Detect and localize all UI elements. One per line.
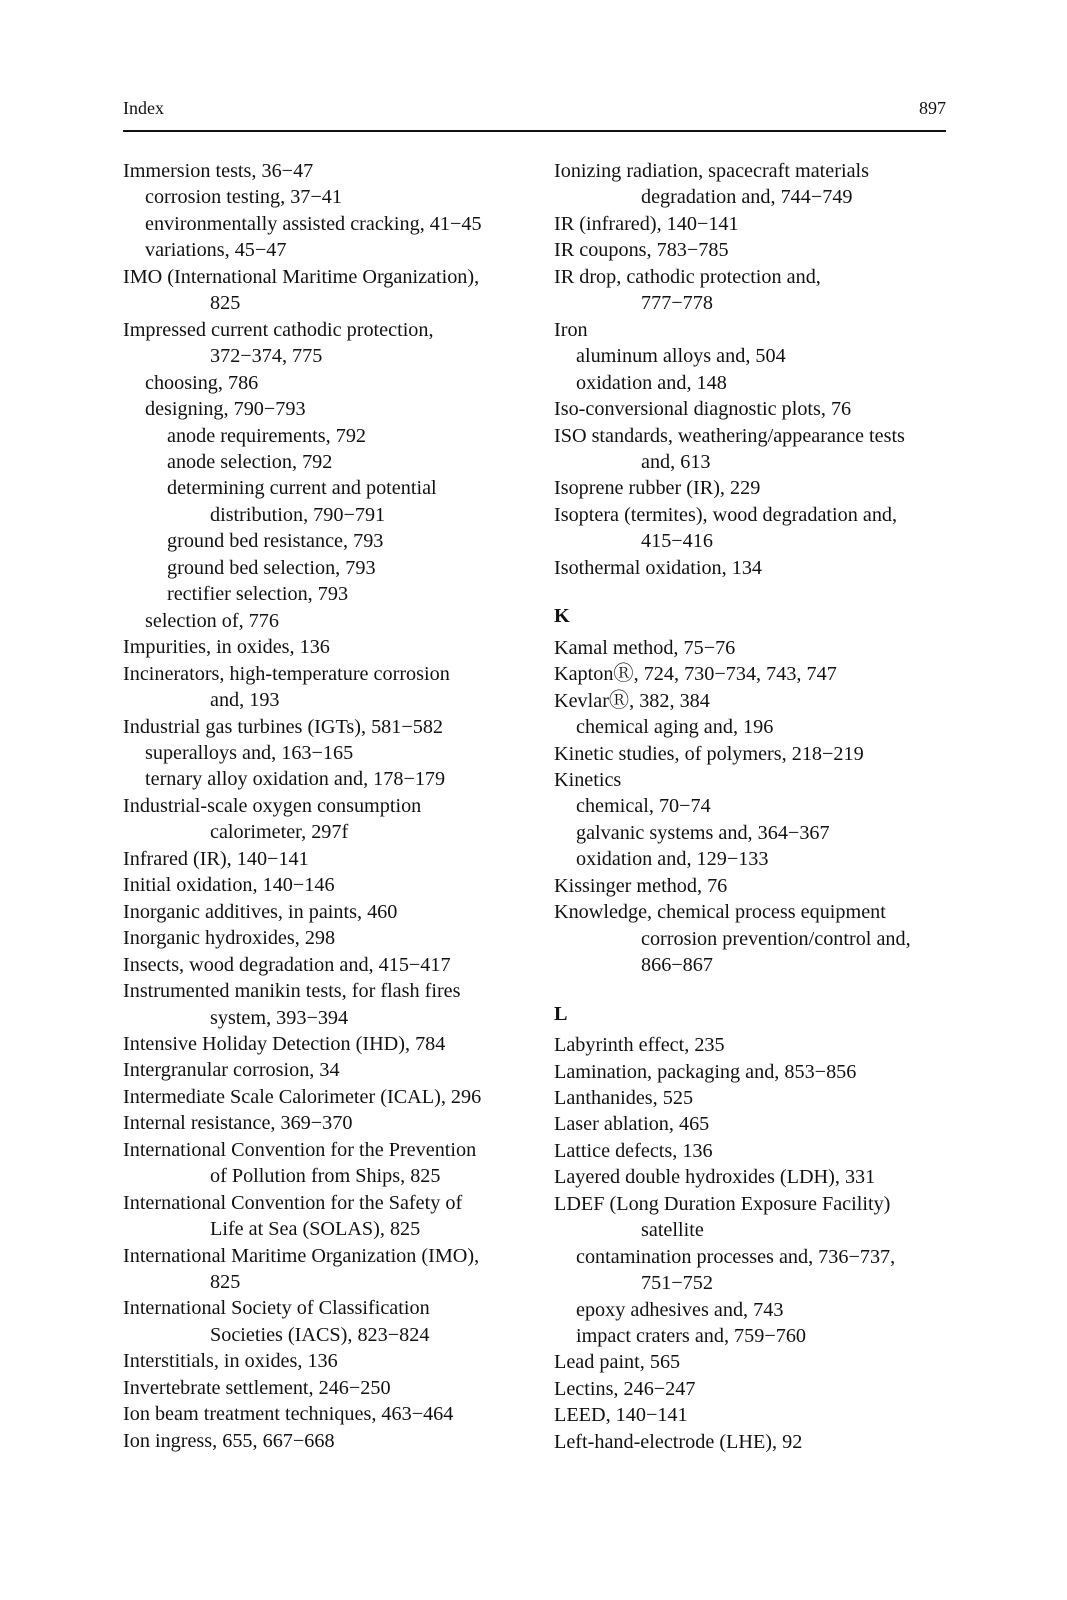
index-entry: [123, 1428, 535, 1454]
index-entry: [554, 635, 946, 661]
index-entry-text: Instrumented manikin tests, for flash fires: [123, 980, 461, 1003]
index-entry-text: Lattice defects, 136: [554, 1139, 713, 1162]
index-entry-text: Knowledge, chemical process equipment: [554, 901, 886, 924]
index-entry-text: ground bed selection, 793: [167, 556, 376, 579]
index-entry-text: variations, 45−47: [145, 239, 287, 262]
index-entry-continuation: system, 393−394: [210, 1006, 349, 1029]
index-entry-continuation: 751−752: [641, 1272, 713, 1295]
index-entry-text: KevlarⓇ, 382, 384: [554, 689, 710, 712]
index-column-left: [123, 158, 535, 1454]
index-entry: [554, 741, 946, 767]
index-entry-continuation: degradation and, 744−749: [641, 186, 853, 209]
index-entry-text: Ion beam treatment techniques, 463−464: [123, 1403, 454, 1426]
running-header: [123, 98, 946, 126]
index-entry: [554, 317, 946, 343]
index-entry-continuation: calorimeter, 297f: [210, 821, 349, 844]
index-entry-text: superalloys and, 163−165: [145, 741, 354, 764]
index-entry-text: Intensive Holiday Detection (IHD), 784: [123, 1032, 446, 1055]
index-entry: [554, 396, 946, 422]
index-subentry: [554, 846, 946, 872]
index-entry-text: Kinetics: [554, 768, 622, 791]
index-entry-text: ISO standards, weathering/appearance tests: [554, 424, 905, 447]
index-entry-text: Iso-conversional diagnostic plots, 76: [554, 398, 852, 421]
index-entry-text: choosing, 786: [145, 371, 259, 394]
index-entry-text: Labyrinth effect, 235: [554, 1034, 725, 1057]
index-entry-continuation: 372−374, 775: [210, 345, 323, 368]
index-entry-text: galvanic systems and, 364−367: [576, 821, 830, 844]
index-entry-text: aluminum alloys and, 504: [576, 345, 786, 368]
index-entry: [123, 978, 535, 1031]
index-entry-text: rectifier selection, 793: [167, 583, 349, 606]
index-entry: [123, 1084, 535, 1110]
index-entry-text: Intermediate Scale Calorimeter (ICAL), 296: [123, 1085, 482, 1108]
index-entry: [554, 1349, 946, 1375]
index-entry-text: Ionizing radiation, spacecraft materials: [554, 160, 870, 182]
index-entry-text: Left-hand-electrode (LHE), 92: [554, 1430, 803, 1453]
index-column-right: [554, 158, 946, 1455]
index-entry-text: oxidation and, 129−133: [576, 848, 769, 871]
index-entry-continuation: of Pollution from Ships, 825: [210, 1165, 441, 1188]
index-subentry: [123, 396, 535, 422]
index-entry: [554, 688, 946, 714]
index-entry: [123, 925, 535, 951]
index-entry-text: designing, 790−793: [145, 398, 306, 421]
index-entry: [554, 555, 946, 581]
index-entry: [554, 237, 946, 263]
index-entry: [554, 1164, 946, 1190]
index-entry: [554, 211, 946, 237]
index-subentry: [554, 370, 946, 396]
index-entry-text: Isothermal oxidation, 134: [554, 556, 763, 579]
index-entry: [123, 793, 535, 846]
index-entry-text: Insects, wood degradation and, 415−417: [123, 953, 451, 976]
index-entry: [554, 264, 946, 317]
index-entry: [554, 899, 946, 978]
index-entry-text: International Maritime Organization (IMO),: [123, 1244, 480, 1267]
index-entry-text: selection of, 776: [145, 609, 279, 632]
index-entry-text: IR (infrared), 140−141: [554, 212, 739, 235]
index-entry-text: Kinetic studies, of polymers, 218−219: [554, 742, 864, 765]
index-entry-text: environmentally assisted cracking, 41−45: [145, 212, 482, 235]
index-entry-text: Lectins, 246−247: [554, 1377, 696, 1400]
index-subentry: [123, 423, 535, 449]
header-rule: [123, 130, 946, 132]
index-entry-text: anode selection, 792: [167, 450, 333, 473]
index-entry-text: Iron: [554, 318, 588, 341]
index-entry-text: Ion ingress, 655, 667−668: [123, 1429, 335, 1452]
index-entry-continuation: Societies (IACS), 823−824: [210, 1323, 430, 1346]
index-entry-text: International Society of Classification: [123, 1297, 430, 1320]
index-entry-text: corrosion testing, 37−41: [145, 186, 342, 209]
index-subentry: [123, 555, 535, 581]
index-entry-continuation: 415−416: [641, 530, 713, 553]
index-subentry: [123, 184, 535, 210]
index-entry-text: Isoptera (termites), wood degradation and,: [554, 503, 898, 526]
index-entry-text: oxidation and, 148: [576, 371, 727, 394]
index-entry-text: LDEF (Long Duration Exposure Facility): [554, 1192, 891, 1215]
index-subentry: [554, 343, 946, 369]
index-entry: [554, 1429, 946, 1455]
index-entry-text: Impurities, in oxides, 136: [123, 636, 330, 659]
index-entry: [123, 264, 535, 317]
index-entry: [123, 1190, 535, 1243]
index-entry: [554, 1376, 946, 1402]
index-entry: [123, 1348, 535, 1374]
index-entry-text: KaptonⓇ, 724, 730−734, 743, 747: [554, 663, 837, 686]
index-entry-continuation: Life at Sea (SOLAS), 825: [210, 1218, 421, 1241]
index-entry-text: Inorganic additives, in paints, 460: [123, 900, 398, 923]
index-entry-text: Invertebrate settlement, 246−250: [123, 1376, 391, 1399]
index-subentry: [123, 608, 535, 634]
index-subentry: [123, 370, 535, 396]
index-entry: [554, 502, 946, 555]
index-entry: [554, 661, 946, 687]
index-entry-continuation: satellite: [641, 1219, 704, 1242]
index-entry-continuation: and, 613: [641, 450, 711, 473]
index-entry-text: Lanthanides, 525: [554, 1086, 694, 1109]
index-entry: [123, 634, 535, 660]
index-entry-continuation: 777−778: [641, 292, 713, 315]
index-entry-text: ground bed resistance, 793: [167, 530, 384, 553]
index-entry: [123, 1137, 535, 1190]
index-entry-text: Industrial-scale oxygen consumption: [123, 794, 422, 817]
index-subentry: [554, 714, 946, 740]
index-entry-text: International Convention for the Prevention: [123, 1138, 477, 1161]
index-entry: [554, 1059, 946, 1085]
index-entry: [123, 952, 535, 978]
index-entry: [123, 1295, 535, 1348]
index-entry-continuation: 825: [210, 1271, 241, 1294]
index-entry-text: determining current and potential: [167, 477, 437, 500]
index-subentry: [123, 449, 535, 475]
index-entry-continuation: and, 193: [210, 689, 280, 712]
index-entry-text: impact craters and, 759−760: [576, 1325, 807, 1348]
index-entry: [554, 158, 946, 211]
index-entry-continuation: corrosion prevention/control and,: [641, 927, 911, 950]
index-entry: [123, 1057, 535, 1083]
index-subentry: [554, 1297, 946, 1323]
index-entry: [123, 1375, 535, 1401]
index-entry: [554, 1085, 946, 1111]
index-subentry: [123, 237, 535, 263]
index-entry-text: Impressed current cathodic protection,: [123, 318, 434, 341]
index-entry-text: IR drop, cathodic protection and,: [554, 265, 821, 288]
section-letter-heading: K: [554, 605, 570, 628]
index-entry-text: chemical, 70−74: [576, 795, 711, 818]
index-entry-text: epoxy adhesives and, 743: [576, 1298, 784, 1321]
index-entry: [554, 1138, 946, 1164]
index-entry: [123, 661, 535, 714]
index-entry-text: Lead paint, 565: [554, 1351, 681, 1374]
index-entry-text: anode requirements, 792: [167, 424, 367, 447]
index-entry: [554, 423, 946, 476]
index-entry-text: IR coupons, 783−785: [554, 239, 729, 262]
index-subentry: [554, 793, 946, 819]
index-entry-text: contamination processes and, 736−737,: [576, 1245, 896, 1268]
index-entry: [554, 1402, 946, 1428]
index-entry-continuation: 866−867: [641, 954, 713, 977]
index-entry: [554, 475, 946, 501]
index-entry-continuation: 825: [210, 292, 241, 315]
header-section-title: Index: [123, 98, 164, 118]
index-entry-text: chemical aging and, 196: [576, 716, 774, 739]
index-entry-text: Kamal method, 75−76: [554, 636, 736, 659]
index-entry-text: Incinerators, high-temperature corrosion: [123, 662, 450, 685]
index-subentry: [554, 1323, 946, 1349]
page-number: 897: [919, 98, 946, 118]
index-entry-text: IMO (International Maritime Organization),: [123, 265, 480, 288]
index-subentry: [123, 211, 535, 237]
index-entry: [554, 1032, 946, 1058]
index-subentry: [123, 740, 535, 766]
index-entry: [123, 1243, 535, 1296]
index-entry-text: Laser ablation, 465: [554, 1113, 710, 1136]
index-entry-text: ternary alloy oxidation and, 178−179: [145, 768, 446, 791]
index-subentry: [123, 766, 535, 792]
index-entry-text: International Convention for the Safety of: [123, 1191, 463, 1214]
section-letter-heading: L: [554, 1002, 568, 1025]
index-entry: [123, 1401, 535, 1427]
index-entry-text: Industrial gas turbines (IGTs), 581−582: [123, 715, 444, 738]
index-entry: [123, 1031, 535, 1057]
index-entry-text: Immersion tests, 36−47: [123, 160, 314, 182]
index-subentry: [123, 581, 535, 607]
index-entry-text: Internal resistance, 369−370: [123, 1112, 353, 1135]
index-entry: [123, 872, 535, 898]
index-entry-text: Initial oxidation, 140−146: [123, 874, 335, 897]
index-entry: [554, 873, 946, 899]
index-entry-text: Infrared (IR), 140−141: [123, 847, 309, 870]
index-entry-text: Intergranular corrosion, 34: [123, 1059, 340, 1082]
index-entry-text: Inorganic hydroxides, 298: [123, 927, 336, 950]
index-entry-text: Isoprene rubber (IR), 229: [554, 477, 761, 500]
index-entry-continuation: distribution, 790−791: [210, 503, 386, 526]
index-entry: [123, 158, 535, 184]
index-entry-text: LEED, 140−141: [554, 1404, 688, 1427]
index-entry: [123, 317, 535, 370]
index-subentry: [123, 528, 535, 554]
index-entry: [123, 1110, 535, 1136]
index-entry: [123, 846, 535, 872]
index-entry: [554, 1111, 946, 1137]
index-subentry: [554, 1244, 946, 1297]
index-subentry: [123, 475, 535, 528]
index-entry: [123, 899, 535, 925]
index-entry: [554, 767, 946, 793]
index-entry: [123, 714, 535, 740]
index-entry-text: Interstitials, in oxides, 136: [123, 1350, 338, 1373]
index-entry-text: Kissinger method, 76: [554, 874, 728, 897]
index-subentry: [554, 820, 946, 846]
index-entry: [554, 1191, 946, 1244]
index-entry-text: Lamination, packaging and, 853−856: [554, 1060, 857, 1083]
index-entry-text: Layered double hydroxides (LDH), 331: [554, 1166, 876, 1189]
